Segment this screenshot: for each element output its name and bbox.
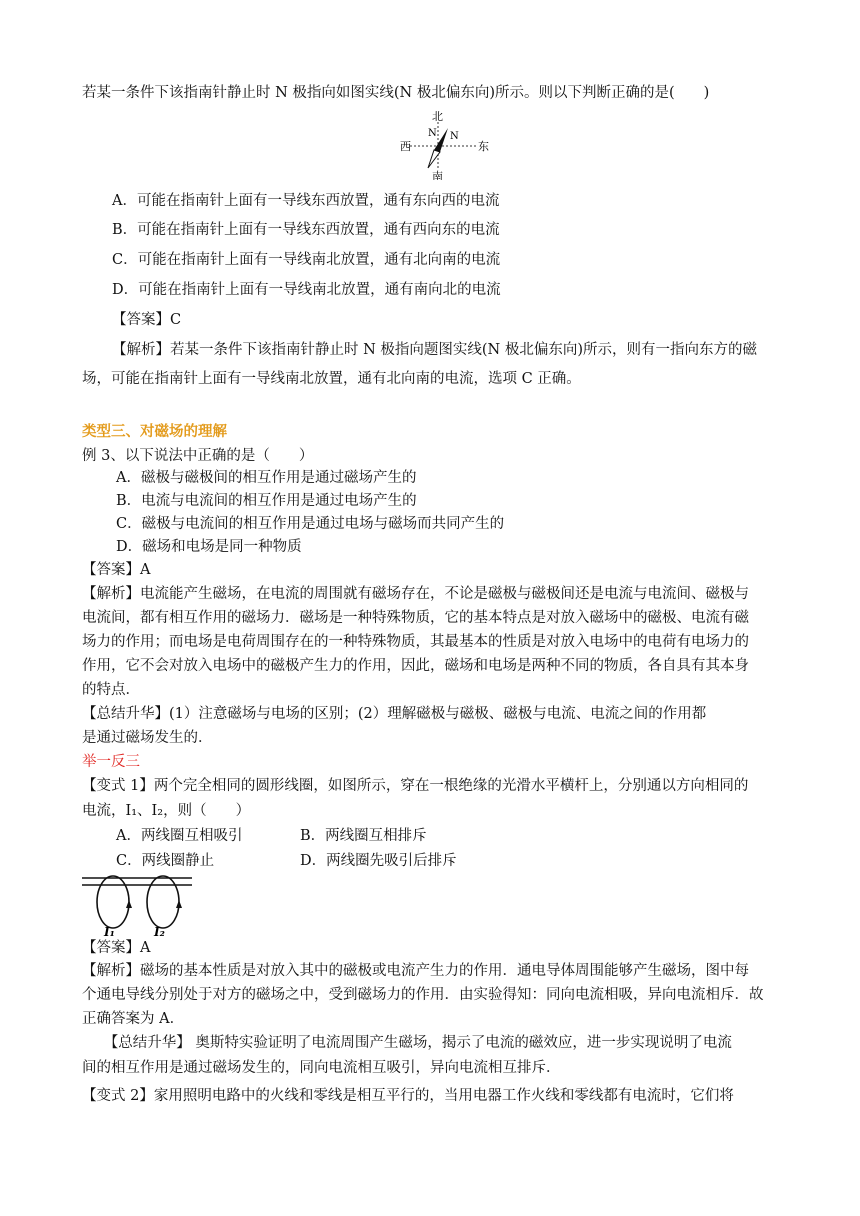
coil-label: I₁ bbox=[104, 925, 115, 938]
example-stem: 例 3、以下说法中正确的是（ ） bbox=[82, 448, 314, 464]
compass-n-label: N bbox=[428, 128, 437, 139]
variant-stem: 电流，I₁、I₂，则（ ） bbox=[82, 803, 251, 819]
variant-stem: 【变式 1】两个完全相同的圆形线圈，如图所示，穿在一根绝缘的光滑水平横杆上，分别通以方向相同的 bbox=[82, 778, 749, 794]
variant-stem: 【变式 2】家用照明电路中的火线和零线是相互平行的，当用电器工作火线和零线都有电流时，它们将 bbox=[82, 1088, 734, 1104]
analysis-line: 个通电导线分别处于对方的磁场之中，受到磁场力的作用．由实验得知：同向电流相吸，异向电流相斥．故 bbox=[82, 987, 764, 1003]
coil-label: I₂ bbox=[154, 925, 165, 938]
answer: 【答案】A bbox=[82, 940, 151, 956]
option-d: D．磁场和电场是同一种物质 bbox=[116, 539, 302, 555]
summary-line: 间的相互作用是通过磁场发生的，同向电流相互吸引，异向电流相互排斥． bbox=[82, 1060, 561, 1076]
analysis-line: 【解析】磁场的基本性质是对放入其中的磁极或电流产生力的作用．通电导体周围能够产生磁场，图中每 bbox=[82, 963, 749, 979]
option-c: C．可能在指南针上面有一导线南北放置，通有北向南的电流 bbox=[112, 252, 501, 268]
section-title: 类型三、对磁场的理解 bbox=[82, 423, 227, 440]
option-d: D．两线圈先吸引后排斥 bbox=[300, 853, 457, 869]
analysis-line: 作用，它不会对放入电场中的磁极产生力的作用，因此，磁场和电场是两种不同的物质，各自具有其本身 bbox=[82, 658, 749, 674]
compass-west-label: 西 bbox=[400, 140, 411, 153]
compass-n-label: N bbox=[450, 131, 459, 142]
answer: 【答案】C bbox=[112, 312, 182, 328]
option-c: C．磁极与电流间的相互作用是通过电场与磁场而共同产生的 bbox=[116, 516, 505, 532]
answer: 【答案】A bbox=[82, 562, 151, 578]
practice-title: 举一反三 bbox=[82, 754, 140, 770]
option-d: D．可能在指南针上面有一导线南北放置，通有南向北的电流 bbox=[112, 282, 501, 298]
analysis-line: 正确答案为 A． bbox=[82, 1011, 185, 1027]
option-b: B．两线圈互相排斥 bbox=[300, 828, 427, 844]
compass-north-label: 北 bbox=[432, 110, 443, 123]
analysis-line: 【解析】若某一条件下该指南针静止时 N 极指向题图实线(N 极北偏东向)所示，则有一指向东方的磁 bbox=[112, 342, 758, 358]
summary-line: 是通过磁场发生的． bbox=[82, 730, 213, 746]
analysis-line: 场，可能在指南针上面有一导线南北放置，通有北向南的电流，选项 C 正确。 bbox=[82, 371, 581, 387]
analysis-line: 【解析】电流能产生磁场，在电流的周围就有磁场存在，不论是磁极与磁极间还是电流与电流间、磁极与 bbox=[82, 586, 749, 602]
option-a: A．磁极与磁极间的相互作用是通过磁场产生的 bbox=[116, 470, 417, 486]
option-b: B．电流与电流间的相互作用是通过电场产生的 bbox=[116, 493, 417, 509]
two-coils-figure bbox=[82, 872, 202, 938]
summary-line: 【总结升华】 奥斯特实验证明了电流周围产生磁场，揭示了电流的磁效应，进一步实现说明了电流 bbox=[82, 1035, 732, 1051]
option-a: A．可能在指南针上面有一导线东西放置，通有东向西的电流 bbox=[112, 193, 500, 209]
analysis-line: 的特点． bbox=[82, 682, 140, 698]
option-c: C．两线圈静止 bbox=[116, 853, 215, 869]
question-stem: 若某一条件下该指南针静止时 N 极指向如图实线(N 极北偏东向)所示。则以下判断正确的是( ) bbox=[82, 85, 710, 101]
option-a: A．两线圈互相吸引 bbox=[116, 828, 243, 844]
analysis-line: 电流间，都有相互作用的磁场力．磁场是一种特殊物质，它的基本特点是对放入磁场中的磁极、电流有磁 bbox=[82, 610, 749, 626]
compass-east-label: 东 bbox=[478, 140, 489, 153]
option-b: B．可能在指南针上面有一导线东西放置，通有西向东的电流 bbox=[112, 222, 500, 238]
compass-figure bbox=[396, 106, 496, 180]
compass-south-label: 南 bbox=[432, 170, 443, 180]
summary-line: 【总结升华】(1）注意磁场与电场的区别；(2）理解磁极与磁极、磁极与电流、电流之间的作用都 bbox=[82, 706, 707, 722]
analysis-line: 场力的作用；而电场是电荷周围存在的一种特殊物质，其最基本的性质是对放入电场中的电荷有电场力的 bbox=[82, 634, 749, 650]
